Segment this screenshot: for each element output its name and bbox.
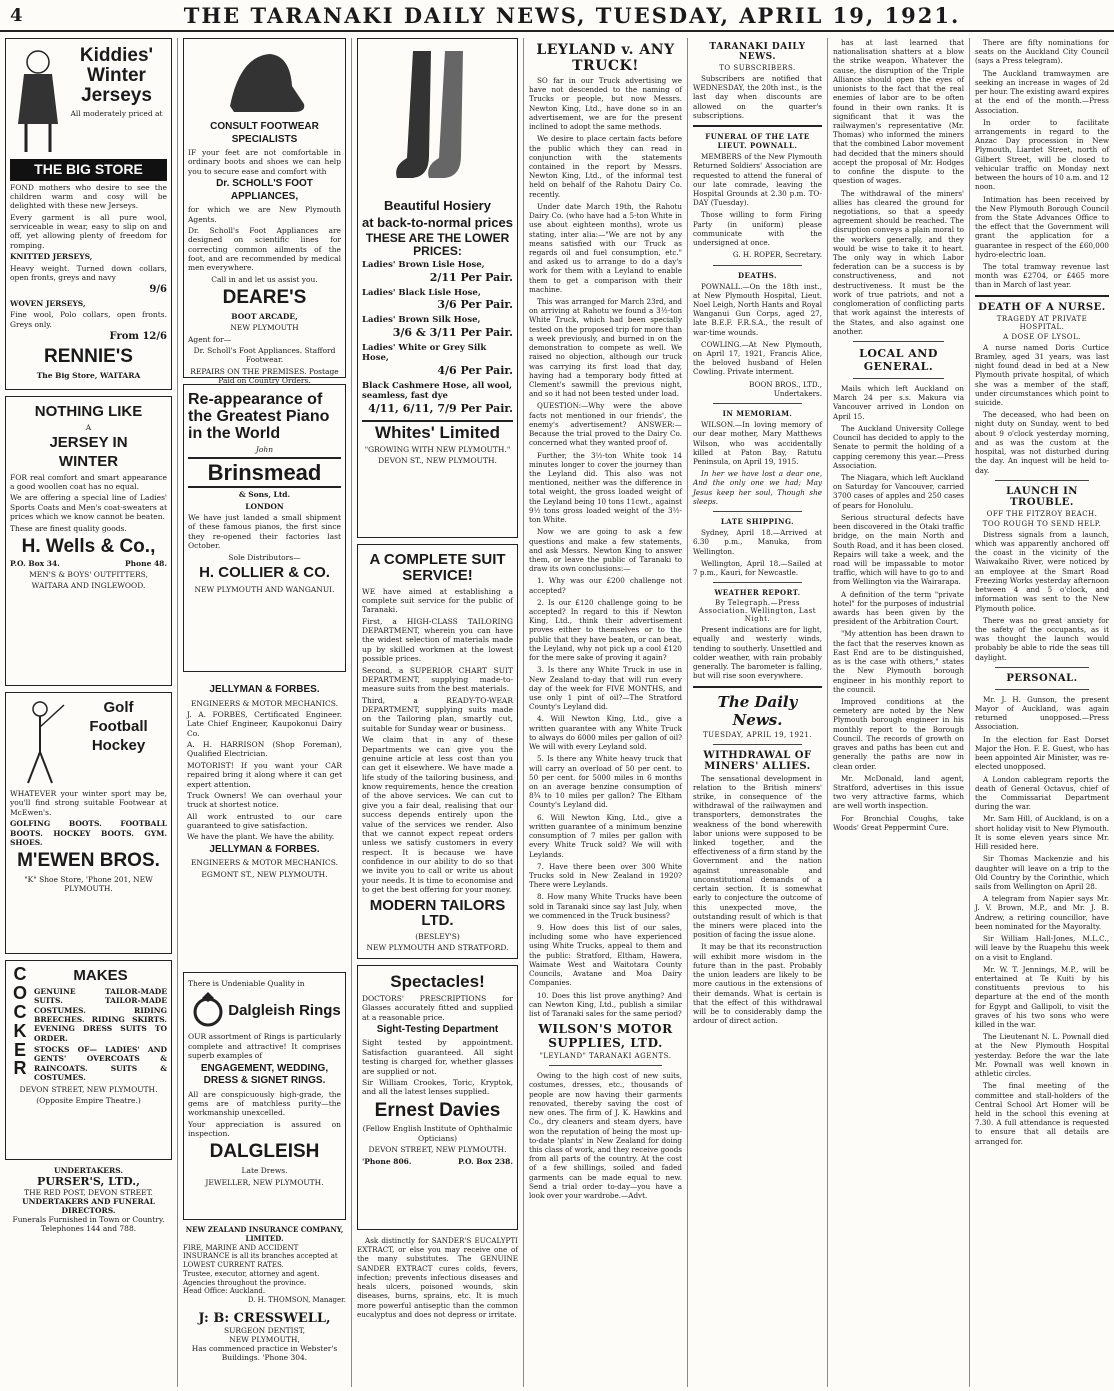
ad-heading: Dalgleish Rings <box>228 1001 341 1019</box>
article-paragraph: "My attention has been drawn to the fact that the reserves known as East End are to be distinguished, as is the case with others," states the New Plymouth borough engineer in his monthly report to the council. <box>833 629 964 694</box>
ad-body: OUR assortment of Rings is particularly complete and attractive! It comprises superb examples of <box>188 1032 341 1061</box>
notice-heading: LATE SHIPPING. <box>720 517 795 527</box>
column-4 <box>524 38 688 1387</box>
firm-motto: "GROWING WITH NEW PLYMOUTH." <box>364 444 511 454</box>
firm-city: NEW PLYMOUTH, <box>229 1334 300 1344</box>
ad-heading: Beautiful Hosiery <box>384 198 491 213</box>
firm-address: WAITARA AND INGLEWOOD. <box>31 581 146 591</box>
ad-body-2: for which we are New Plymouth Agents. <box>188 205 341 224</box>
firm-name: DALGLEISH <box>209 1141 320 1163</box>
maker-first: John <box>255 445 274 455</box>
product-name: Dr. SCHOLL'S FOOT APPLIANCES, <box>216 178 313 202</box>
hose-item <box>362 315 513 339</box>
ad-heading-2: at back-to-normal prices <box>362 214 513 230</box>
article-paragraph: has at last learned that nationalisation shatters at a blow the strike weapon. Whatever the cause, the disruption of the Triple Alliance should open the eyes of unionists to the fact that the real enemies of labor are to be often found in their own ranks. It is significant that it was the railwaymen's representative (Mr. Thomas) who informed the miners that the combined Labor movement had decided that the miners should accept the proposal of Mr. Hodges to confine the dispute to the question of wages. <box>833 38 964 186</box>
hose-item-price: 4/6 Per Pair. <box>437 363 513 377</box>
ad-modern-tailors <box>357 544 518 959</box>
editorial-masthead: The Daily News. <box>717 692 798 729</box>
firm-address: EGMONT ST., NEW PLYMOUTH. <box>201 869 328 879</box>
page-number: 4 <box>10 4 23 26</box>
firm-sub: (BESLEY'S) <box>415 932 460 941</box>
question: 4. Will Newton King, Ltd., give a written guarantee with any White Truck to always do 6000 miles per gallon of oil? We will with every Leyland sold. <box>529 714 682 752</box>
notice-heading: WEATHER REPORT. <box>714 588 801 598</box>
article-paragraph: There was no great anxiety for the safety of the occupants, as it was thought the launch would probably be able to ride the seas till daylight. <box>975 615 1109 662</box>
ad-spectacles <box>357 965 518 1230</box>
firm-name: H. Wells & Co., <box>21 535 156 557</box>
ad-body-4: D. H. THOMSON, Manager. <box>247 1296 346 1304</box>
po-box: P.O. Box 238. <box>457 1156 513 1166</box>
article-paragraph: MEMBERS of the New Plymouth Returned Soldiers' Association are requested to attend the funeral of our late comrade, leaving the Hospital Grounds at 2.30 p.m. TO-DAY (Tuesday). <box>693 152 822 208</box>
firm-name: J: B: CRESSWELL, <box>198 1310 331 1326</box>
item-label: WOVEN JERSEYS, <box>10 298 86 308</box>
maker-name: Brinsmead <box>188 457 341 489</box>
ad-heading: Re-appearance of the Greatest Piano in the World <box>188 391 330 442</box>
article-paragraph: The Auckland tramwaymen are seeking an increase in wages of 2d per hour. The existing award expires at the end of the month.—Press Association. <box>975 68 1109 115</box>
hose-item-label: Ladies' White or Grey Silk Hose, <box>362 342 487 364</box>
article-paragraph: SO far in our Truck advertising we have not descended to the naming of Trucks or people, but now Messrs. Newton King, Ltd., have done so in an advertisement, we are for the present inclined to adopt the same methods. <box>529 76 682 132</box>
article-paragraph: The sensational development in relation to the British miners' strike, in consequence of the withdrawal of the railwaymen and transporters, demonstrates the weakness of the bond wherewith labor unions were supposed to be linked together, and the effectiveness of a firm stand by the Government and the nation against unreasonable and unconstitutional demands of a certain section. It is somewhat early to conjecture the outcome of this unexpected move, the outstanding result of which is that the miners were placed into the position of facing the issue alone. <box>693 773 822 940</box>
article-paragraph: In the election for East Dorset Major the Hon. F. E. Guest, who has been appointed Air Minister, was re-elected unopposed. <box>975 734 1109 772</box>
ad-body: We have just landed a small shipment of these famous pianos, the first since they re-opened their factories last October. <box>188 513 341 551</box>
hose-item-price: 2/11 Per Pair. <box>429 271 513 285</box>
phone: Phone 48. <box>125 558 167 568</box>
ad-brinsmead-piano <box>183 384 346 672</box>
ad-body-3: MOTORIST! If you want your CAR repaired bring it along where it can get expert attention. <box>187 760 342 789</box>
ad-body-3: Sir William Crookes, Toric, Kryptok, and all the latest lenses supplied. <box>362 1077 513 1097</box>
ad-body-2: A. H. HARRISON (Shop Foreman), Qualified Electrician. <box>187 740 342 759</box>
article-paragraph: POWNALL.—On the 18th inst., at New Plymouth Hospital, Lieut. Noel Leigh, North Hants and Royal Wanganui Gun Corps, aged 27, late B.E.F. F.R.S.A., the result of war-time wounds. <box>693 281 822 337</box>
firm-name: PURSER'S, LTD., <box>37 1175 140 1188</box>
hose-item-label: Ladies' Brown Silk Hose, <box>362 315 481 326</box>
article-paragraph: The final meeting of the committee and stall-holders of the Central School Art Homer will be held in the school this evening at 7.30. A full attendance is requested to ensure that all details are arranged for. <box>975 1081 1109 1146</box>
agent-label: Agent for— <box>188 334 232 344</box>
question: 2. Is our £120 challenge going to be accepted? In regard to this if Newton King, Ltd., think their advertisement proves either to themselves or to the public that they have beaten, or can beat, the Leyland, why not pick up a cool £120 for the mere sake of proving it again? <box>529 597 682 663</box>
ad-list: GENUINE TAILOR-MADE SUITS. TAILOR-MADE COSTUMES. RIDING BREECHES. RIDING SKIRTS. EVENING DRESS SUITS TO ORDER. <box>34 986 167 1043</box>
ad-body-3: These are finest quality goods. <box>10 523 127 533</box>
article-paragraph: Sir Thomas Mackenzie and his daughter will leave on a trip to the Old Country by the Corinthic, which sails from Wellington on April 28. <box>975 854 1109 891</box>
article-paragraph: Mr. McDonald, land agent, Stratford, advertises in this issue two very attractive farms, which are well worth inspection. <box>833 773 964 811</box>
ad-heading: Golf <box>103 699 134 716</box>
ad-body: Has commenced practice in Webster's Buildings. 'Phone 304. <box>191 1343 338 1362</box>
ad-body: IF your feet are not comfortable in ordinary boots and shoes we can help you to secure ease and comfort with <box>188 148 341 176</box>
article-paragraph: The deceased, who had been on night duty on Sunday, went to bed about 9 o'clock yesterday morning, and as was the custom at the hospital, was not disturbed during the day. An inquest will be held to-day. <box>975 410 1109 475</box>
ad-body-6: We have the plant. We have the ability. <box>187 832 335 842</box>
ad-heading: MAKES <box>73 967 128 984</box>
firm-name: Whites' Limited <box>362 420 513 443</box>
article-paragraph: Owing to the high cost of new suits, costumes, dresses, etc., thousands of people are now having their garments renovated, thereby saving the cost of new ones. The firm of J. K. Hawkins and Co., dry cleaners and steam dyers, have won the reputation of being the most up-to-date 'plants' in New Zealand for doing this class of work, and they receive goods from all parts of the country. At the cost of a few shillings, soiled and faded garments can be made equal to new. Send a trial order to-day—you have a look over your wardrobe.—Advt. <box>529 1071 682 1201</box>
ring-types: ENGAGEMENT, WEDDING, DRESS & SIGNET RINGS. <box>200 1062 329 1086</box>
article-paragraph: Sydney, April 18.—Arrived at 6.30 p.m., Manuka, from Wellington. <box>693 528 822 556</box>
ad-heading: WINTER <box>58 452 119 470</box>
article-paragraph: Improved conditions at the cemetery are noted by the New Plymouth borough engineer in his monthly report to the Borough Council. The records of growth on graves and paths has been cut and generally the paths are now in clean order. <box>833 697 964 771</box>
column-3 <box>352 38 524 1387</box>
column-5 <box>688 38 828 1387</box>
article-paragraph: COWLING.—At New Plymouth, on April 17, 1921, Francis Alice, the beloved husband of Helen Cowling. Private interment. <box>693 339 822 377</box>
firm-name: DEARE'S <box>222 287 307 309</box>
ad-pursers <box>5 1166 172 1233</box>
article-paragraph: Mr. J. H. Gunson, the present Mayor of Auckland, was again returned unopposed.—Press Association. <box>975 694 1109 732</box>
ad-kiddies-jerseys <box>5 38 172 390</box>
article-paragraph: Serious structural defects have been discovered in the Otaki traffic bridge, on the main North and South Road, and it has been closed. Repairs will take a week, and the road will be impassable to motor traffic, which will have to go to and from Wellington via the Wairarapa. <box>833 512 964 587</box>
ad-body-4: Call in and let us assist you. <box>211 274 318 284</box>
article-paragraph: The Auckland University College Council has decided to apply to the Senate to permit the holding of a capping ceremony this year.—Press Association. <box>833 423 964 470</box>
firm-address: NEW PLYMOUTH AND STRATFORD. <box>366 943 509 953</box>
article-paragraph: Further, the 3½-ton White took 14 minutes longer to cover the journey than the Leyland did. This also was not mentioned, neither was the difference in total weight, the gross loaded weight of the Leyland being 10 tons 11cwt., against 9½ tons gross loaded weight of the 3½-ton White. <box>529 450 682 525</box>
ad-heading: Spectacles! <box>390 972 485 991</box>
question: 9. How does this list of our sales, including some who have experienced using White Trucks, appeal to them and the public: Stratford, Eltham, Hawera, Waimate West and Waitotara County Councils, Avatane and Moa Dairy Companies. <box>529 923 682 988</box>
notice-signature: BOON BROS., LTD., Undertakers. <box>749 379 822 398</box>
dist-label: Sole Distributors— <box>228 552 301 562</box>
ad-body-3: Dr. Scholl's Foot Appliances are designed on scientific lines for correcting common ailments of the foot, and are recommended by medical men everywhere. <box>188 225 341 273</box>
ad-body: Ask distinctly for SANDER'S EUCALYPTI EXTRACT, or else you may receive one of the many substitutes. The GENUINE SANDER EXTRACT cures colds, fevers, infection; prevents infectious diseases and heals ulcers, poisoned wounds, skin diseases, burns, sprains, etc. It is much more powerful antiseptic than the common eucalyptus and does not depress or irritate. <box>357 1236 518 1319</box>
ad-body: J. A. FORBES, Certificated Engineer. Late Chief Engineer, Kaupokonui Dairy Co. <box>187 709 342 738</box>
firm-address: DEVON STREET, NEW PLYMOUTH. <box>19 1084 158 1094</box>
article-paragraph: Under date March 19th, the Rahotu Dairy Co. (who have had a 5-ton White in use about eighteen months), wrote us stating, inter alia:—"We are not by any means satisfied with our Truck as regards oil and fuel consumption, etc." and asked us to arrange to do a day's work for them with a Leyland to enable them to get a comparison with their machine. <box>529 201 682 294</box>
article-paragraph: Mr. Sam Hill, of Auckland, is on a short holiday visit to New Plymouth. It is some eleven years since Mr. Hill resided here. <box>975 814 1109 852</box>
article-paragraph: Mr. W. T. Jennings, M.P., will be entertained at Te Kuiti by his constituents previous to his departure at the end of the month for Egypt and Gallipoli, to visit the graves of his two sons who were killed in the war. <box>975 964 1109 1030</box>
ad-body-5: We claim that in any of these Departments we can give you the genuine article at less cost than you can get it elsewhere. We have made a life study of the tailoring business, and know requirements, hence the creation of the above services. We can cut to give you a fair deal, realising that our success depends entirely upon the value of the services we render. Also that we cannot expect repeat orders unless we satisfy customers in every respect. It is because we have confidence in our ability to do so that we invite you to call or write us about your needs. It is time to economise and to get the best offering for your money. <box>362 735 513 895</box>
article-headline: LEYLAND v. ANY TRUCK! <box>536 42 675 74</box>
notice-subheading: By Telegraph.—Press Association. Wellington, Last Night. <box>698 599 817 624</box>
firm-address: DEVON STREET, NEW PLYMOUTH. <box>368 1145 507 1155</box>
question: 6. Will Newton King, Ltd., give a written guarantee of a minimum benzine consumption of 7 miles per gallon with every White Truck sold? We will with Leylands. <box>529 812 682 859</box>
editorial-headline: WITHDRAWAL OF MINERS' ALLIES. <box>703 749 812 772</box>
ad-sander-extract <box>357 1236 518 1319</box>
hose-item <box>362 381 513 416</box>
shoe-illustration-icon <box>220 46 310 118</box>
ad-body: WHATEVER your winter sport may be, you'll find strong suitable Footwear at McEwen's. <box>10 789 167 817</box>
article-paragraph: For Bronchial Coughs, take Woods' Great Peppermint Cure. <box>833 813 964 832</box>
hose-item-label: Ladies' Black Lisle Hose, <box>362 287 481 298</box>
ad-body-5: All work entrusted to our care guaranteed to give satisfaction. <box>187 811 342 830</box>
section-title: TARANAKI DAILY NEWS. <box>709 42 806 62</box>
firm-name: Ernest Davies <box>374 1099 501 1121</box>
hose-item <box>362 343 513 378</box>
article-paragraph: The total tramway revenue last month was £2704, or £465 more than in March of last year. <box>975 262 1109 290</box>
article-paragraph: In her we have lost a dear one, And the only one we had; May Jesus keep her soul, Though she sleeps. <box>693 469 822 506</box>
section-subtitle: TO SUBSCRIBERS. <box>719 64 796 72</box>
article-paragraph: Those willing to form Firing Party (in uniform) please communicate with the undersigned at once. <box>693 210 822 248</box>
article-paragraph: WILSON.—In loving memory of our dear mother, Mary Matthews Wilson, who was accidentally killed at Paton Bay, Ratutu Peninsula, on April 19, 1915. <box>693 420 822 466</box>
article-paragraph: The withdrawal of the miners' allies has cleared the ground for negotiations, so that a speedy agreement should be reached. The disruption conveys a plain moral to the workers generally, and they would be wise to take it to heart. The only way in which Labor federation can be a success is by constructiveness, and not destructiveness. It must be the work of true patriots, and not a conglomeration of conflicting parts that work against the interests of the States, and also against one another. <box>833 188 964 336</box>
ad-stock: STOCKS OF— LADIES' AND GENTS' OVERCOATS & RAINCOATS. SUITS & COSTUMES. <box>34 1045 167 1083</box>
ad-title: Kiddies' Winter Jerseys <box>79 45 154 106</box>
article-paragraph: We desire to place certain facts before the public which they can read in conjunction with the statements contained in the report by Messrs. Newton King, Ltd., of the informal test held on behalf of the Rahotu Dairy Co. recently. <box>529 134 682 199</box>
firm-sub: SURGEON DENTIST, <box>223 1325 306 1335</box>
column-7 <box>970 38 1114 1387</box>
article-paragraph: A nurse named Doris Curtice Bramley, aged 31 years, was last night found dead in bed at a New Plymouth private hospital, of which she was a member of the staff, under circumstances which point to suicide. <box>975 342 1109 407</box>
article-paragraph: The Niagara, which left Auckland on Saturday for Vancouver, carried 3700 cases of apples and 250 cases of pears for Honolulu. <box>833 472 964 510</box>
phone: 'Phone 806. <box>362 1156 412 1166</box>
article-paragraph: Present indications are for light, equally and westerly winds, tending to southerly. Unsettled and colder weather, with rain probably generally. The barometer is falling, but will rise soon everywhere. <box>693 625 822 681</box>
ad-body-3: Second, a SUPERIOR CHART SUIT DEPARTMENT, supplying made-to-measure suits from the best materials. <box>362 665 513 694</box>
question: 8. How many White Trucks have been sold in Taranaki since say last July, when we commenced in the Truck business? <box>529 892 682 920</box>
item-label: KNITTED JERSEYS, <box>10 252 93 262</box>
firm-sub-2: JEWELLER, NEW PLYMOUTH. <box>205 1177 324 1187</box>
hose-item-price: 4/11, 6/11, 7/9 Per Pair. <box>368 401 513 415</box>
question: 7. Have there been over 300 White Trucks sold in New Zealand in 1920? There were Leylands. <box>529 861 682 890</box>
article-paragraph: QUESTION:—Why were the above facts not mentioned in our friends', the enemy's advertisement? ANSWER:—Because the trial proved to the Dairy Co. concerned what they wanted proof of. <box>529 401 682 448</box>
ad-deares <box>183 38 346 386</box>
ad-footer: The Big Store, WAITARA <box>36 371 141 381</box>
article-paragraph: There are fifty nominations for seats on the Auckland City Council (says a Press telegram). <box>975 38 1109 66</box>
ad-body-4: Truck Owners! We can overhaul your truck at shortest notice. <box>187 790 342 810</box>
hose-item-label: Ladies' Brown Lisle Hose, <box>362 260 485 271</box>
article-paragraph: The Lieutenant N. L. Pownall died at the New Plymouth Hospital yesterday. Before the war the late Mr. Pownall was well known in athletic circles. <box>975 1032 1109 1079</box>
article-subheading: OFF THE FITZROY BEACH. <box>986 509 1098 518</box>
firm-name: WILSON'S MOTOR SUPPLIES, LTD. <box>538 1022 673 1051</box>
firm-sub: ENGINEERS & MOTOR MECHANICS. <box>190 858 339 868</box>
article-paragraph: Subscribers are notified that WEDNESDAY, the 20th inst., is the last day when discounts are allowed on the quarter's subscriptions. <box>693 74 822 120</box>
ad-heading: UNDERTAKERS AND FUNERAL DIRECTORS. <box>22 1197 155 1215</box>
repairs: REPAIRS ON THE PREMISES. Postage Paid on Country Orders. <box>190 366 339 386</box>
firm-address: DEVON ST., NEW PLYMOUTH. <box>378 456 497 466</box>
firm-sub: "LEYLAND" TARANAKI AGENTS. <box>539 1052 672 1061</box>
ad-mcewen-golf <box>5 692 172 954</box>
ad-body-2: Sight tested by appointment. Satisfaction guaranteed. All sight testing is charged for, whether glasses are supplied or not. <box>362 1038 513 1076</box>
ad-heading: UNDERTAKERS. <box>54 1166 123 1175</box>
article-paragraph: It may be that its reconstruction will exhibit more wisdom in the future than in the past. Probably the union leaders are likely to be more cautious in the extensions of their demands. What is certain is that the effect of this withdrawal will be to considerably damp the ardour of direct action. <box>693 942 822 1026</box>
child-illustration-icon <box>10 46 66 156</box>
ad-body: DOCTORS' PRESCRIPTIONS for Glasses accurately fitted and supplied at a reasonable price. <box>362 993 513 1022</box>
ad-heading-2: Sight-Testing Department <box>376 1023 499 1035</box>
article-paragraph: A London cablegram reports the death of General Octavus, chief of the Commissariat Department during the war. <box>975 774 1109 812</box>
article-paragraph: In order to facilitate arrangements in regard to the Anzac Day procession in New Plymouth, Liardet Street, north of Gilbert Street, will be closed to vehicular traffic on Monday next between the hours of 10 a.m. and 12 noon. <box>975 117 1109 192</box>
maker-sons: & Sons, Ltd. <box>238 490 291 500</box>
hose-item-label: Black Cashmere Hose, all wool, seamless, fast dye <box>362 380 513 402</box>
article-paragraph: This was arranged for March 23rd, and on arriving at Rahotu we found a 3½-ton White Truck, which had been specially tested on the proposed trip for more than a week previously, and burned in on the demonstration to compete as well. We raised no objection, although our truck was carrying its first load that day, having had a temporary body fitted at Clement's sawmill the previous night, and so it had not been tested under load. <box>529 297 682 399</box>
ad-jellyman-forbes <box>183 678 346 966</box>
ad-body-2: Trustee, executor, attorney and agent. Agencies throughout the province. <box>183 1269 320 1287</box>
dist-name: H. COLLIER & CO. <box>199 563 330 581</box>
agent-list: Dr. Scholl's Foot Appliances. Stafford Footwear. <box>193 346 336 365</box>
notice-heading: IN MEMORIAM. <box>722 409 793 419</box>
article-headline: LAUNCH IN TROUBLE. <box>1006 485 1078 508</box>
ad-body: FIRE, MARINE AND ACCIDENT INSURANCE is all its branches accepted at LOWEST CURRENT RATES. <box>183 1243 338 1269</box>
ad-body: FOR real comfort and smart appearance a good woollen coat has no equal. <box>10 472 167 491</box>
firm-sub: MEN'S & BOYS' OUTFITTERS, <box>29 570 148 579</box>
firm-name: JELLYMAN & FORBES. <box>209 843 320 855</box>
column-1 <box>0 38 178 1387</box>
firm-name: MODERN TAILORS LTD. <box>369 896 506 930</box>
article-subheading: A DOSE OF LYSOL. <box>1003 332 1081 341</box>
ad-body: FOND mothers who desire to see the children warm and cosy will be delighted with these new Jerseys. <box>10 182 167 211</box>
firm-sub: ENGINEERS & MOTOR MECHANICS. <box>190 698 339 708</box>
notice-signature: G. H. ROPER, Secretary. <box>732 250 822 260</box>
article-subheading: TRAGEDY AT PRIVATE HOSPITAL. <box>996 314 1088 331</box>
article-paragraph: Mails which left Auckland on March 24 per s.s. Makura via Vancouver arrived in London on April 15. <box>833 384 964 421</box>
ad-heading: CONSULT FOOTWEAR SPECIALISTS <box>210 121 319 145</box>
editorial-date: TUESDAY, APRIL 19, 1921. <box>702 730 813 739</box>
ad-whites-hosiery <box>357 38 518 538</box>
notice-heading: FUNERAL OF THE LATE LIEUT. POWNALL. <box>705 132 810 151</box>
stockings-illustration-icon <box>383 46 493 196</box>
brand-name: RENNIE'S <box>44 346 133 368</box>
ad-heading: A <box>85 422 92 432</box>
firm-sub: BOOT ARCADE, <box>231 311 298 321</box>
ad-dalgleish-rings <box>183 972 346 1220</box>
firm-name: M'EWEN BROS. <box>17 850 160 872</box>
article-paragraph: Wellington, April 18.—Sailed at 7 p.m., Kauri, for Newcastle. <box>693 558 822 577</box>
column-2 <box>178 38 352 1387</box>
question: 3. Is there any White Truck in use in New Zealand to-day that will run every day of the week for FIVE MONTHS, and use only 1 pint of oil?—The Stratford County's Leyland did. <box>529 665 682 712</box>
hose-price-list <box>362 260 513 415</box>
ad-phone: Telephones 144 and 788. <box>40 1224 137 1233</box>
item-price: 9/6 <box>149 284 167 296</box>
hose-item-price: 3/6 & 3/11 Per Pair. <box>392 325 513 339</box>
item-price: From 12/6 <box>109 330 167 342</box>
article-paragraph: A telegram from Napier says Mr. J. V. Brown, M.P., and Mr. J. B. Andrew, a retiring councillor, have been nominated for the Mayoralty. <box>975 894 1109 931</box>
article-subheading: TOO ROUGH TO SEND HELP. <box>982 519 1102 528</box>
firm-name: JELLYMAN & FORBES. <box>209 684 320 695</box>
firm-address-2: (Opposite Empire Theatre.) <box>36 1095 141 1105</box>
ad-body-2: We are offering a special line of Ladies' Sports Coats and Men's coat-sweaters at prices which we know cannot be beaten. <box>10 493 167 522</box>
cocker-vertical: COCKER <box>12 964 27 1079</box>
ad-body-4: Third, a READY-TO-WEAR DEPARTMENT, supplying suits made on the Tailoring plan, smartly cut, suitable for Sunday wear or business. <box>362 695 513 733</box>
store-banner: THE BIG STORE <box>10 159 167 181</box>
section-headline: LOCAL AND GENERAL. <box>859 347 938 373</box>
ad-body-2: First, a HIGH-CLASS TAILORING DEPARTMENT, wherein you can have the widest selection of materials made up by skilled workmen at the lowest possible prices. <box>362 616 513 664</box>
masthead <box>0 0 1114 32</box>
ad-body-3: All are conspicuously high-grade, the gems are of matchless purity—the workmanship unexcelled. <box>188 1089 341 1118</box>
ad-heading: Football <box>89 717 148 735</box>
ad-h-wells <box>5 396 172 686</box>
maker-city: LONDON <box>245 501 284 511</box>
article-paragraph: Now we are going to ask a few questions and make a few statements, and ask Messrs. Newton King to answer them, or leave the public of Taranaki to draw its own conclusions:— <box>529 527 682 574</box>
ad-heading: A COMPLETE SUIT SERVICE! <box>369 551 506 584</box>
ad-cocker <box>5 960 172 1160</box>
ad-lead: There is Undeniable Quality in <box>188 979 305 988</box>
article-headline: PERSONAL. <box>1006 672 1078 684</box>
golfer-illustration-icon <box>10 697 70 787</box>
ad-heading: JERSEY IN <box>49 434 128 452</box>
article-paragraph: Distress signals from a launch, which was apparently anchored off the coast in the vicinity of the Waiwakaiho River, were noticed by an employee at the Smart Road Freezing Works yesterday afternoon between 4 and 5 o'clock, and information was sent to the New Plymouth police. <box>975 529 1109 613</box>
article-paragraph: A definition of the term "private hotel" for the purposes of industrial awards has been given by the president of the Arbitration Court. <box>833 589 964 627</box>
hose-item-price: 3/6 Per Pair. <box>437 298 513 312</box>
item-text: Fine wool, Polo collars, open fronts. Greys only. <box>10 310 167 329</box>
dist-address: NEW PLYMOUTH AND WANGANUI. <box>194 584 335 594</box>
question: 5. Is there any White heavy truck that will carry an overload of 50 per cent. to 50 per cent. for 5000 miles in 6 months on an average benzine consumption of 8¾ to 10 miles per gallon? The Eltham County's Leyland did. <box>529 754 682 810</box>
question: 10. Does this list prove anything? And can Newton King, Ltd., publish a similar list of Taranaki sales for the same period? <box>529 990 682 1018</box>
article-paragraph: Sir William Hall-Jones, M.L.C., will leave by the Ruapehu this week on a visit to England. <box>975 934 1109 962</box>
ad-heading-3: THESE ARE THE LOWER PRICES: <box>365 231 510 258</box>
ad-heading: NOTHING LIKE <box>34 403 143 420</box>
po-box: P.O. Box 34. <box>10 558 60 568</box>
item-text: Heavy weight. Turned down collars, open fronts, greys and navy <box>10 263 167 282</box>
firm-city: NEW PLYMOUTH <box>230 323 299 333</box>
ad-body: WE have aimed at establishing a complete suit service for the public of Taranaki. <box>362 586 513 615</box>
hose-item <box>362 260 513 284</box>
ad-list: GOLFING BOOTS. FOOTBALL BOOTS. HOCKEY BOOTS. GYM. SHOES. <box>10 819 167 847</box>
masthead-title: THE TARANAKI DAILY NEWS, TUESDAY, APRIL 19, 1921. <box>183 2 961 28</box>
hose-item <box>362 288 513 312</box>
ad-body-3: Head Office: Auckland. <box>183 1287 266 1296</box>
firm-name: NEW ZEALAND INSURANCE COMPANY, LIMITED. <box>185 1225 344 1243</box>
firm-address: THE RED POST, DEVON STREET. <box>24 1188 153 1197</box>
firm-sub: Late Drews. <box>241 1166 288 1176</box>
ring-icon <box>188 990 228 1030</box>
ad-heading: Hockey <box>91 736 146 754</box>
ad-nz-insurance <box>183 1226 346 1305</box>
column-6 <box>828 38 970 1387</box>
question: 1. Why was our £200 challenge not accepted? <box>529 576 682 595</box>
ad-body: Funerals Furnished in Town or Country. <box>12 1215 165 1224</box>
notice-heading: DEATHS. <box>737 270 778 280</box>
firm-address: "K" Shoe Store, 'Phone 201, NEW PLYMOUTH. <box>24 875 153 894</box>
ad-body-4: Your appreciation is assured on inspection. <box>188 1119 341 1138</box>
ad-cresswell <box>183 1311 346 1362</box>
article-headline: DEATH OF A NURSE. <box>978 301 1106 313</box>
ad-subtitle: All moderately priced at <box>70 108 163 118</box>
firm-sub: (Fellow English Institute of Ophthalmic Opticians) <box>362 1124 513 1143</box>
ad-body-2: Every garment is all pure wool, serviceable in wear, easy to slip on and off, yet allowing plenty of freedom for romping. <box>10 212 167 250</box>
article-paragraph: Intimation has been received by the New Plymouth Borough Council from the State Advances Office to the effect that the Government will grant the application for a guarantee in respect of the £60,000 hydro-electric loan. <box>975 194 1109 259</box>
